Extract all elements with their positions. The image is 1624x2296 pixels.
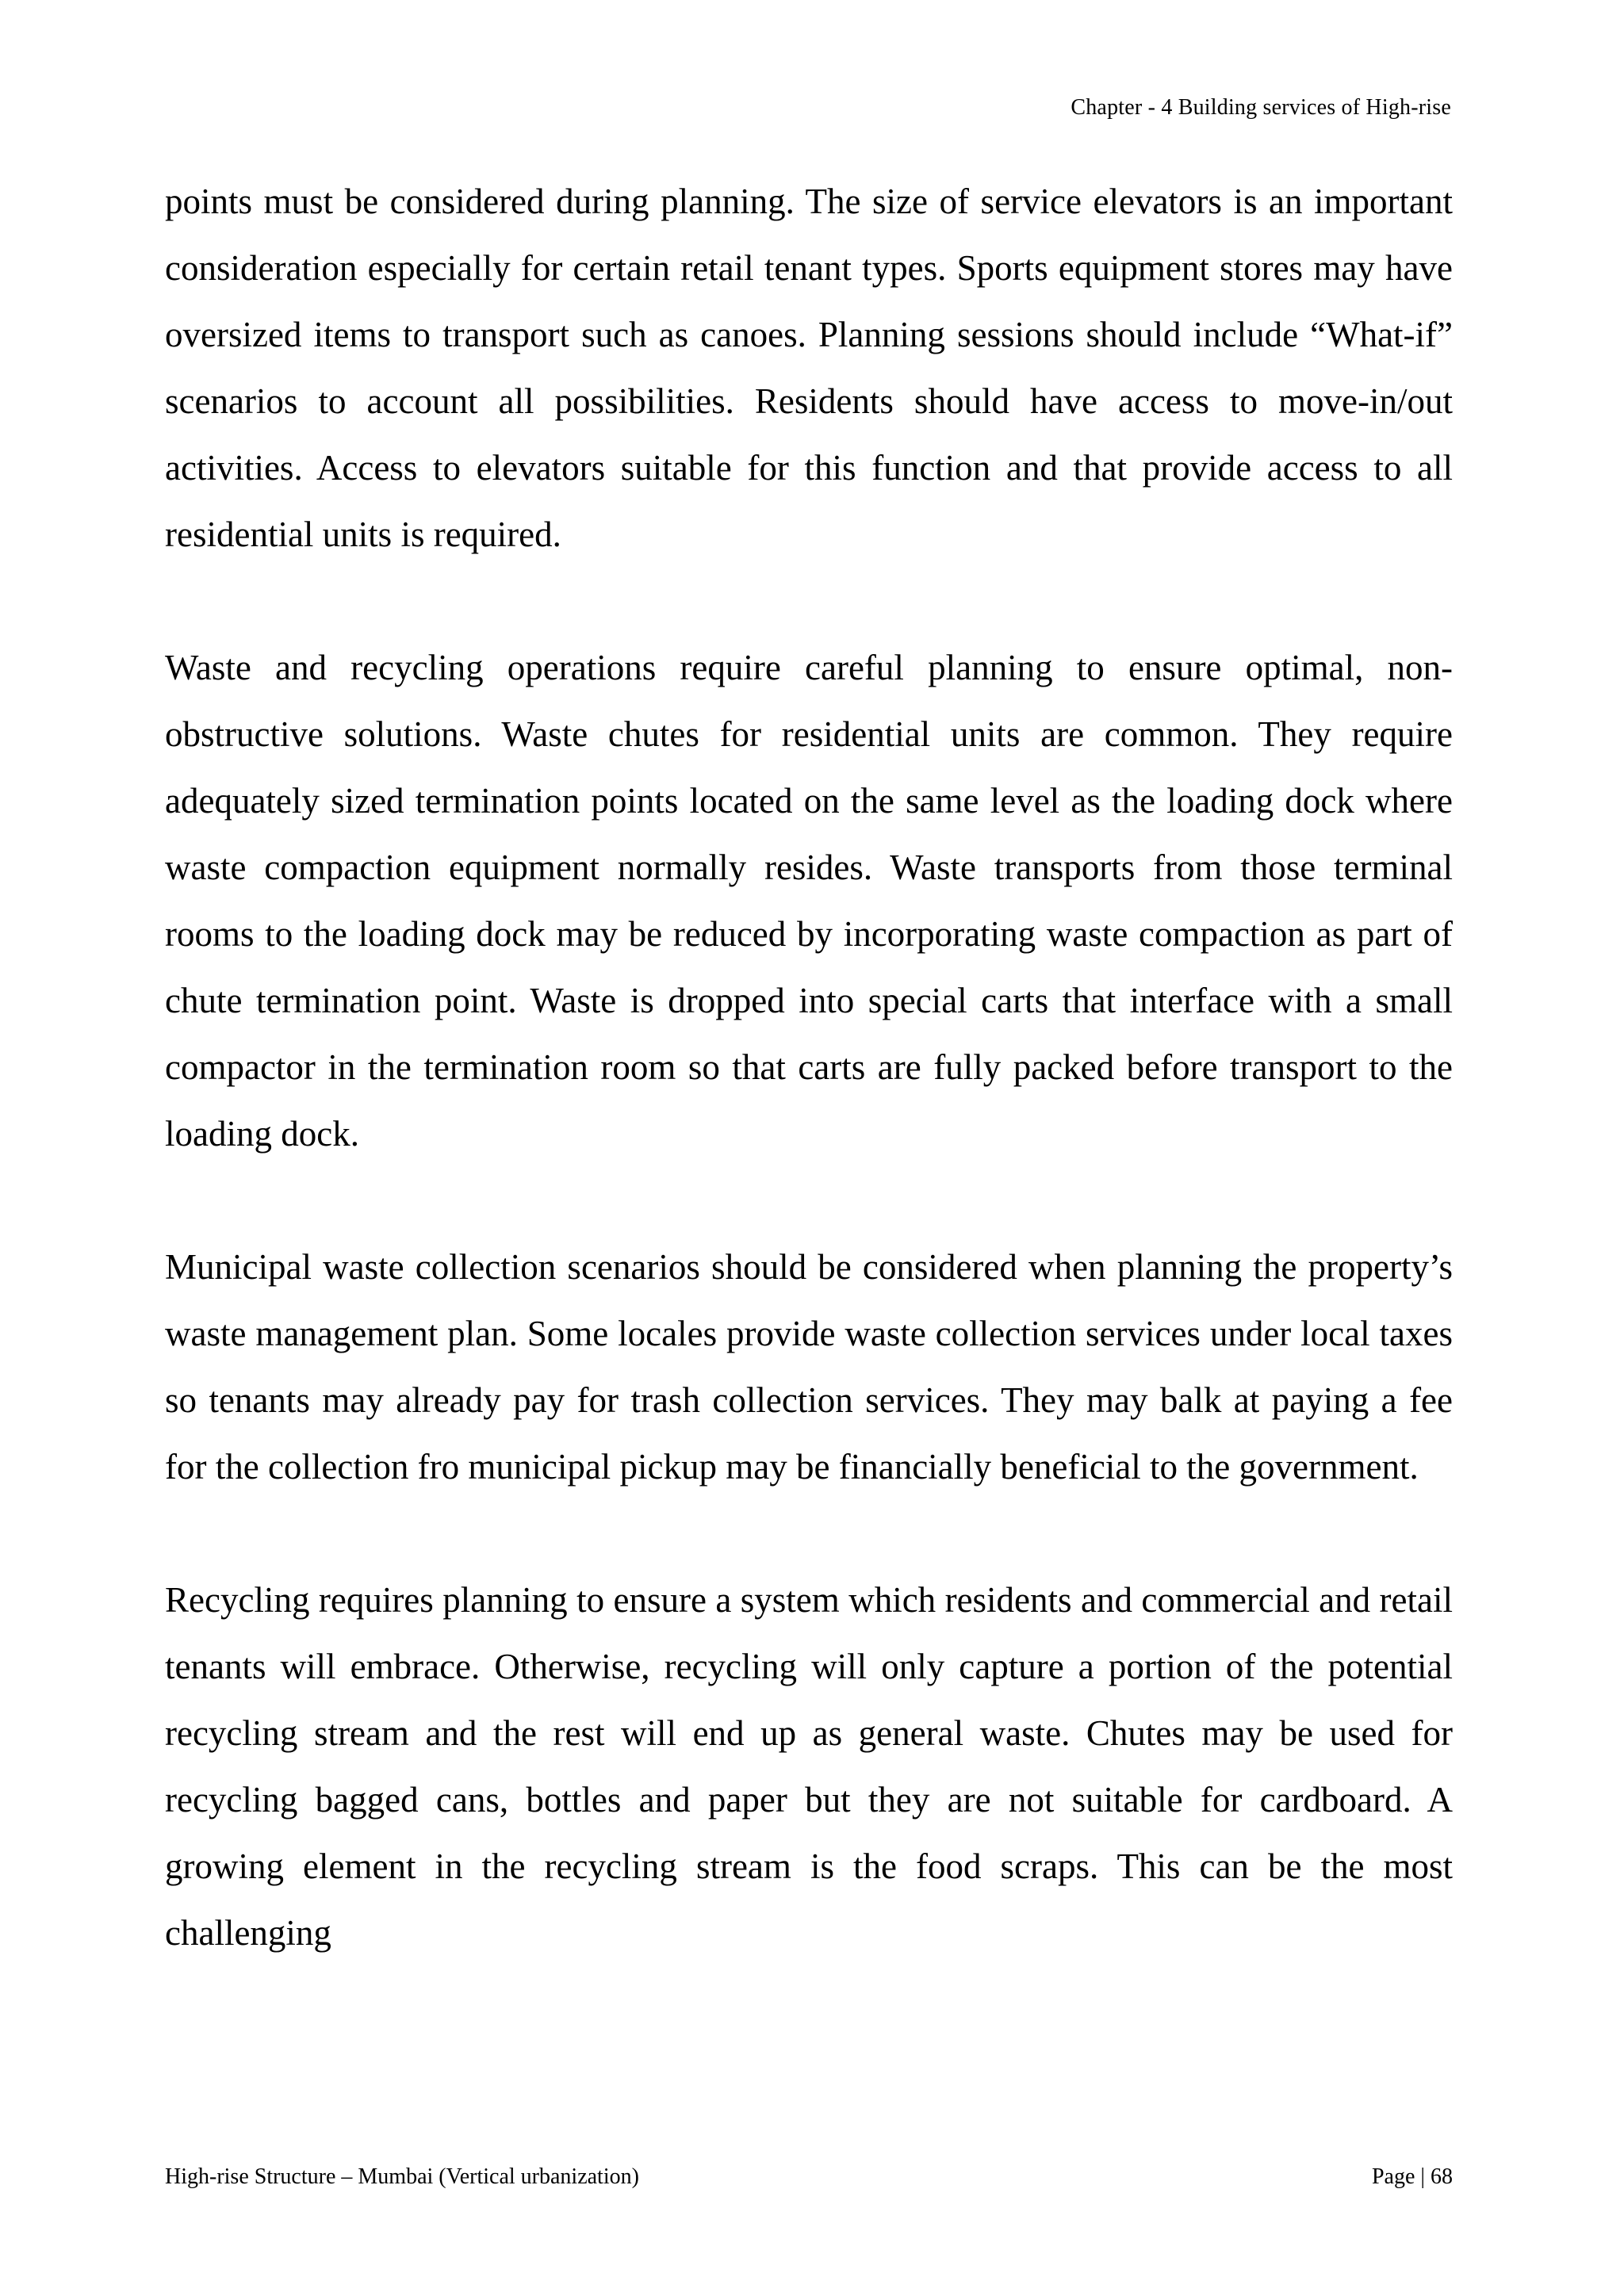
paragraph-service-elevators: points must be considered during planning. The size of service elevators is an important consideration especially for certain retail tenant types. Sports equipment stores may have oversized items to transport such as canoes. Planning sessions should include “What-if” scenarios to account all possibilities. Residents should have access to move-in/out activities. Access to elevators suitable for this function and that provide access to all residential units is required.: [165, 182, 1453, 554]
footer-document-title: High-rise Structure – Mumbai (Vertical urbanization): [165, 2164, 639, 2189]
page-number: Page | 68: [1371, 2164, 1453, 2189]
paragraph-recycling-planning: Recycling requires planning to ensure a system which residents and commercial and retail tenants will embrace. Otherwise, recycling will only capture a portion of the potential recycling stream and the rest will end up as general waste. Chutes may be used for recycling bagged cans, bottles and paper but they are not suitable for cardboard. A growing element in the recycling stream is the food scraps. This can be the most challenging: [165, 1580, 1453, 1953]
running-header: Chapter - 4 Building services of High-rise: [1071, 95, 1451, 120]
body-text: [165, 168, 1453, 1966]
paragraph-waste-recycling-operations: Waste and recycling operations require careful planning to ensure optimal, non-obstructive solutions. Waste chutes for residential units are common. They require adequately sized termination points located on the same level as the loading dock where waste compaction equipment normally resides. Waste transports from those terminal rooms to the loading dock may be reduced by incorporating waste compaction as part of chute termination point. Waste is dropped into special carts that interface with a small compactor in the termination room so that carts are fully packed before transport to the loading dock.: [165, 648, 1453, 1154]
paragraph-municipal-waste-collection: Municipal waste collection scenarios should be considered when planning the property’s waste management plan. Some locales provide waste collection services under local taxes so tenants may already pay for trash collection services. They may balk at paying a fee for the collection fro municipal pickup may be financially beneficial to the government.: [165, 1247, 1453, 1487]
